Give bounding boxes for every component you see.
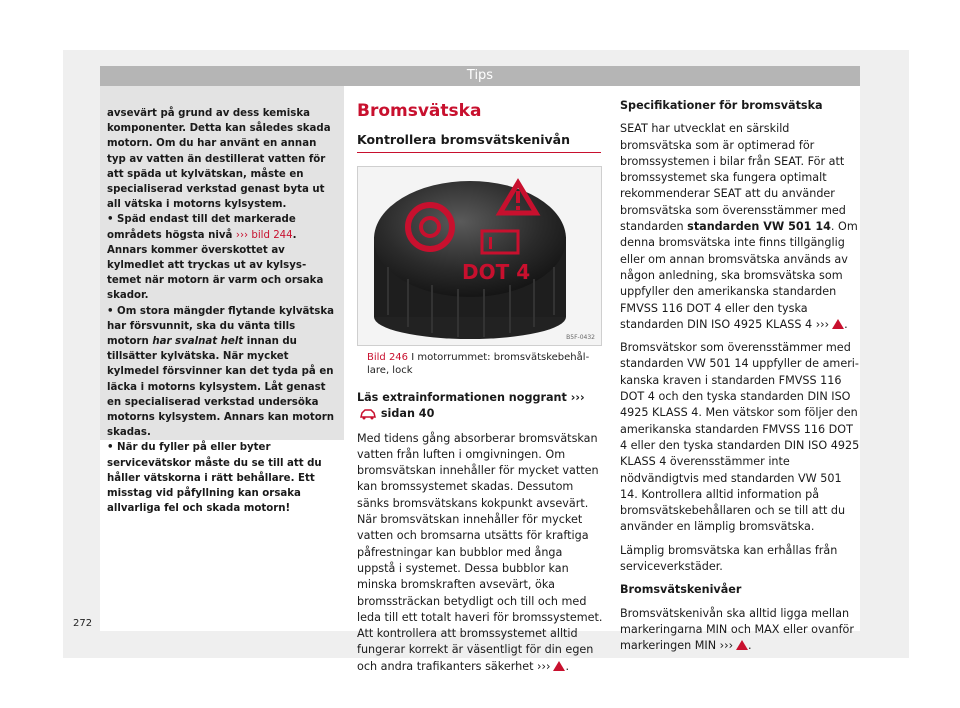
dot4-label: DOT 4 [462,260,531,284]
section-header [357,100,601,153]
warning-text [107,106,335,516]
section-subtitle: Kontrollera bromsvätskenivån [357,132,601,153]
warning-bullet-2: • Om stora mängder flytande kylvätska har försvunnit, ska du vänta tills motorn har svalnat helt innan du tillsätter kylvätska. När mycket kylmedel försvinner kan det tyda på en läcka i motorns kylsystem. Låt genast en specialiserad verkstad undersöka motorns kylsystem. Annars kan motorn skadas. [107,305,335,439]
figure-caption [367,351,599,377]
warning-bullet-3: • När du fyller på eller byter servicevätskor måste du se till att du håller vätskorna i rätt behållare. Ett misstag vid påfyllning kan orsaka allvarliga fel och skada motorn! [107,442,322,515]
warning-link[interactable]: ››› [719,639,734,653]
figure-brake-fluid-cap [357,166,602,346]
figure-link[interactable]: ››› bild 244 [235,229,293,241]
warning-triangle-icon [736,640,748,650]
caption-text: I motorrummet: bromsvätskebehållare, lock [367,352,590,376]
heading-fluid-levels: Bromsvätskenivåer [620,583,742,597]
column-3-body [620,98,860,662]
read-more-line: Läs extrainformationen noggrant ››› sidan 40 [357,391,585,421]
paragraph-brake-fluid-water: Med tidens gång absorberar bromsvätskan vatten från luften i omgivningen. Om bromsvätskan innehåller för mycket vatten kan bromssystemet skadas. Dessutom sänks bromsvätskans kokpunkt avsevärt. När bromsvätskan innehåller för mycket vatten och bromsarna utsätts för kraftiga påfrestningar kan bubblor med ånga uppstå i systemet. Dessa bubblor kan minska bromskraften avsevärt, öka bromssträckan betydligt och till och med leda till ett totalt haveri för bromssystemet. Att kontrollera att bromssystemet alltid fungerar korrekt är väsentligt för din egen och andra trafikanters säkerhet ››› . [357,431,603,673]
warning-link[interactable]: ››› [537,659,551,673]
chapter-header: Tips [100,66,860,86]
page-number: 272 [73,618,93,629]
figure-code: B5F-0432 [566,334,595,341]
heading-specifications: Specifikationer för bromsvätska [620,99,823,112]
paragraph-service: Lämplig bromsvätska kan erhållas från serviceverkstäder. [620,543,838,574]
warning-triangle-icon [832,319,844,329]
warning-bullet-1: • Späd endast till det markerade områdets högsta nivå ››› bild 244. Annars kommer överskottet av kylmedlet att tryckas ut av kylsystemet när motorn är varm och orsaka skador. [107,214,324,302]
section-title: Bromsvätska [357,101,482,121]
paragraph-fluid-levels: Bromsvätskenivån ska alltid ligga mellan markeringarna MIN och MAX eller ovanför markeringen MIN ››› . [620,606,854,653]
page-link[interactable]: ››› [570,391,585,404]
caption-number: Bild 246 [367,352,409,363]
paragraph-specifications: SEAT har utvecklat en särskild bromsvätska som är optimerad för bromssystemen i bilar från SEAT. För att bromssystemet ska fungera optimalt rekommenderar SEAT att du använder bromsvätska som överensstämmer med standarden standarden VW 501 14. Om denna bromsvätska inte finns tillgänglig eller om annan bromsvätska används av någon anledning, ska bromsvätska som uppfyller den amerikanska standarden FMVSS 116 DOT 4 eller den tyska standarden DIN ISO 4925 KLASS 4 ››› . [620,122,858,331]
warning-triangle-icon [553,661,565,671]
warning-link[interactable]: ››› [815,317,830,331]
car-info-icon [359,408,377,420]
brake-cap-illustration [358,167,601,345]
paragraph-standards: Bromsvätskor som överensstämmer med standarden VW 501 14 uppfyller de amerikanska kraven i standarden FMVSS 116 DOT 4 och den tyska standarden DIN ISO 4925 KLASS 4. Men vätskor som följer den amerikanska standarden FMVSS 116 DOT 4 eller den tyska standarden DIN ISO 4925 KLASS 4 överensstämmer inte nödvändigtvis med standarden VW 501 14. Kontrollera alltid information på bromsvätskebehållaren och se till att du använder en lämplig bromsvätska. [620,341,860,534]
warning-paragraph: avsevärt på grund av dess kemiska komponenter. Detta kan således skada motorn. Om du har använt en annan typ av vatten än destillerat vatten för att späda ut kylvätskan, måste en specialiserad verkstad genast byta ut all vätska i motorns kylsystem. [107,108,331,211]
column-2-body [357,390,603,683]
